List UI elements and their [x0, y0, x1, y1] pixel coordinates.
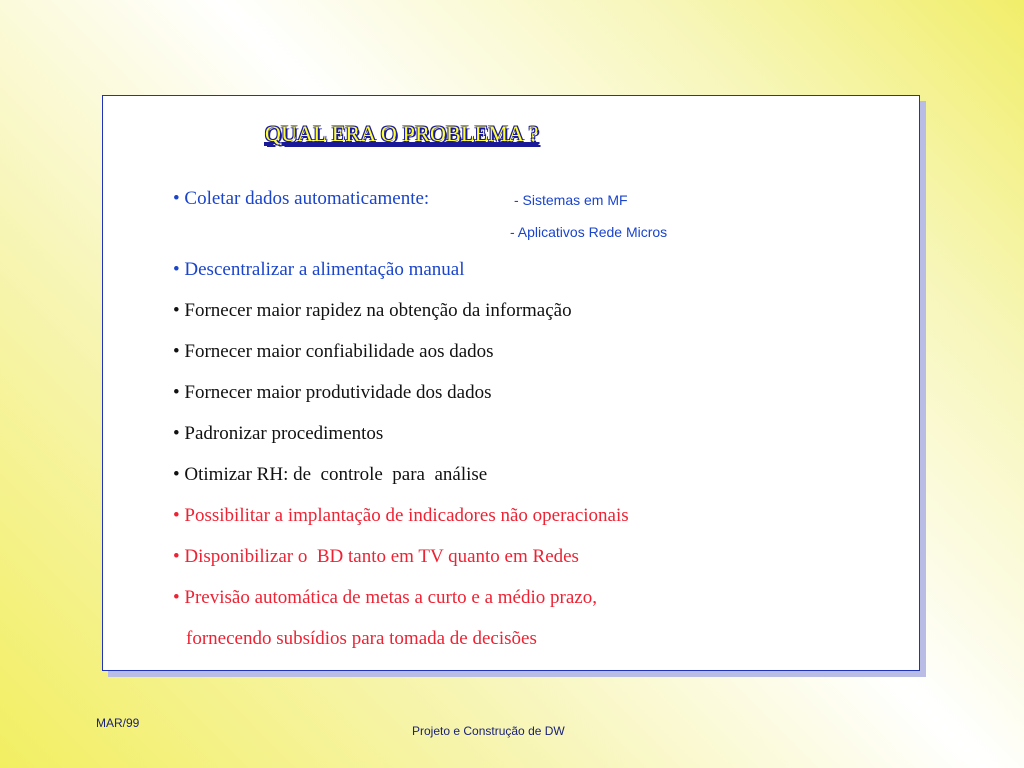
bullet-text: Descentralizar a alimentação manual	[184, 259, 465, 280]
bullet-marker: •	[173, 505, 180, 526]
bullet-text: Fornecer maior rapidez na obtenção da informação	[184, 300, 572, 321]
slide-title: QUAL ERA O PROBLEMA ?	[265, 121, 539, 146]
bullet-marker: •	[173, 587, 180, 608]
bullet-marker: •	[173, 188, 180, 209]
bullet-item-9	[173, 545, 579, 569]
bullet-item-2	[173, 258, 465, 282]
bullet-marker: •	[173, 259, 180, 280]
bullet-text: Padronizar procedimentos	[184, 423, 384, 444]
bullet-marker: •	[173, 423, 180, 444]
bullet-text: Coletar dados automaticamente:	[184, 188, 430, 209]
bullet-marker: •	[173, 382, 180, 403]
bullet-marker: •	[173, 300, 180, 321]
bullet-text: Previsão automática de metas a curto e a médio prazo,	[184, 587, 597, 608]
bullet-item-10-continuation: fornecendo subsídios para tomada de decisões	[186, 628, 537, 649]
sub-item-aplicativos: - Aplicativos Rede Micros	[510, 224, 668, 240]
bullet-item-7	[173, 463, 487, 487]
bullet-marker: •	[173, 546, 180, 567]
footer-caption: Projeto e Construção de DW	[412, 724, 565, 738]
bullet-text: Possibilitar a implantação de indicadores não operacionais	[184, 505, 629, 526]
sub-item-sistemas: - Sistemas em MF	[514, 192, 628, 208]
bullet-item-1	[173, 187, 429, 211]
bullet-text: Fornecer maior confiabilidade aos dados	[184, 341, 494, 362]
bullet-text: Disponibilizar o BD tanto em TV quanto em Redes	[184, 546, 579, 567]
bullet-item-3	[173, 299, 572, 323]
bullet-item-8	[173, 504, 629, 528]
bullet-marker: •	[173, 341, 180, 362]
bullet-item-6	[173, 422, 383, 446]
bullet-item-5	[173, 381, 492, 405]
bullet-item-10	[173, 586, 597, 610]
bullet-marker: •	[173, 464, 180, 485]
bullet-text: Otimizar RH: de controle para análise	[184, 464, 488, 485]
bullet-text: Fornecer maior produtividade dos dados	[184, 382, 492, 403]
footer-date: MAR/99	[96, 716, 140, 730]
bullet-item-4	[173, 340, 494, 364]
